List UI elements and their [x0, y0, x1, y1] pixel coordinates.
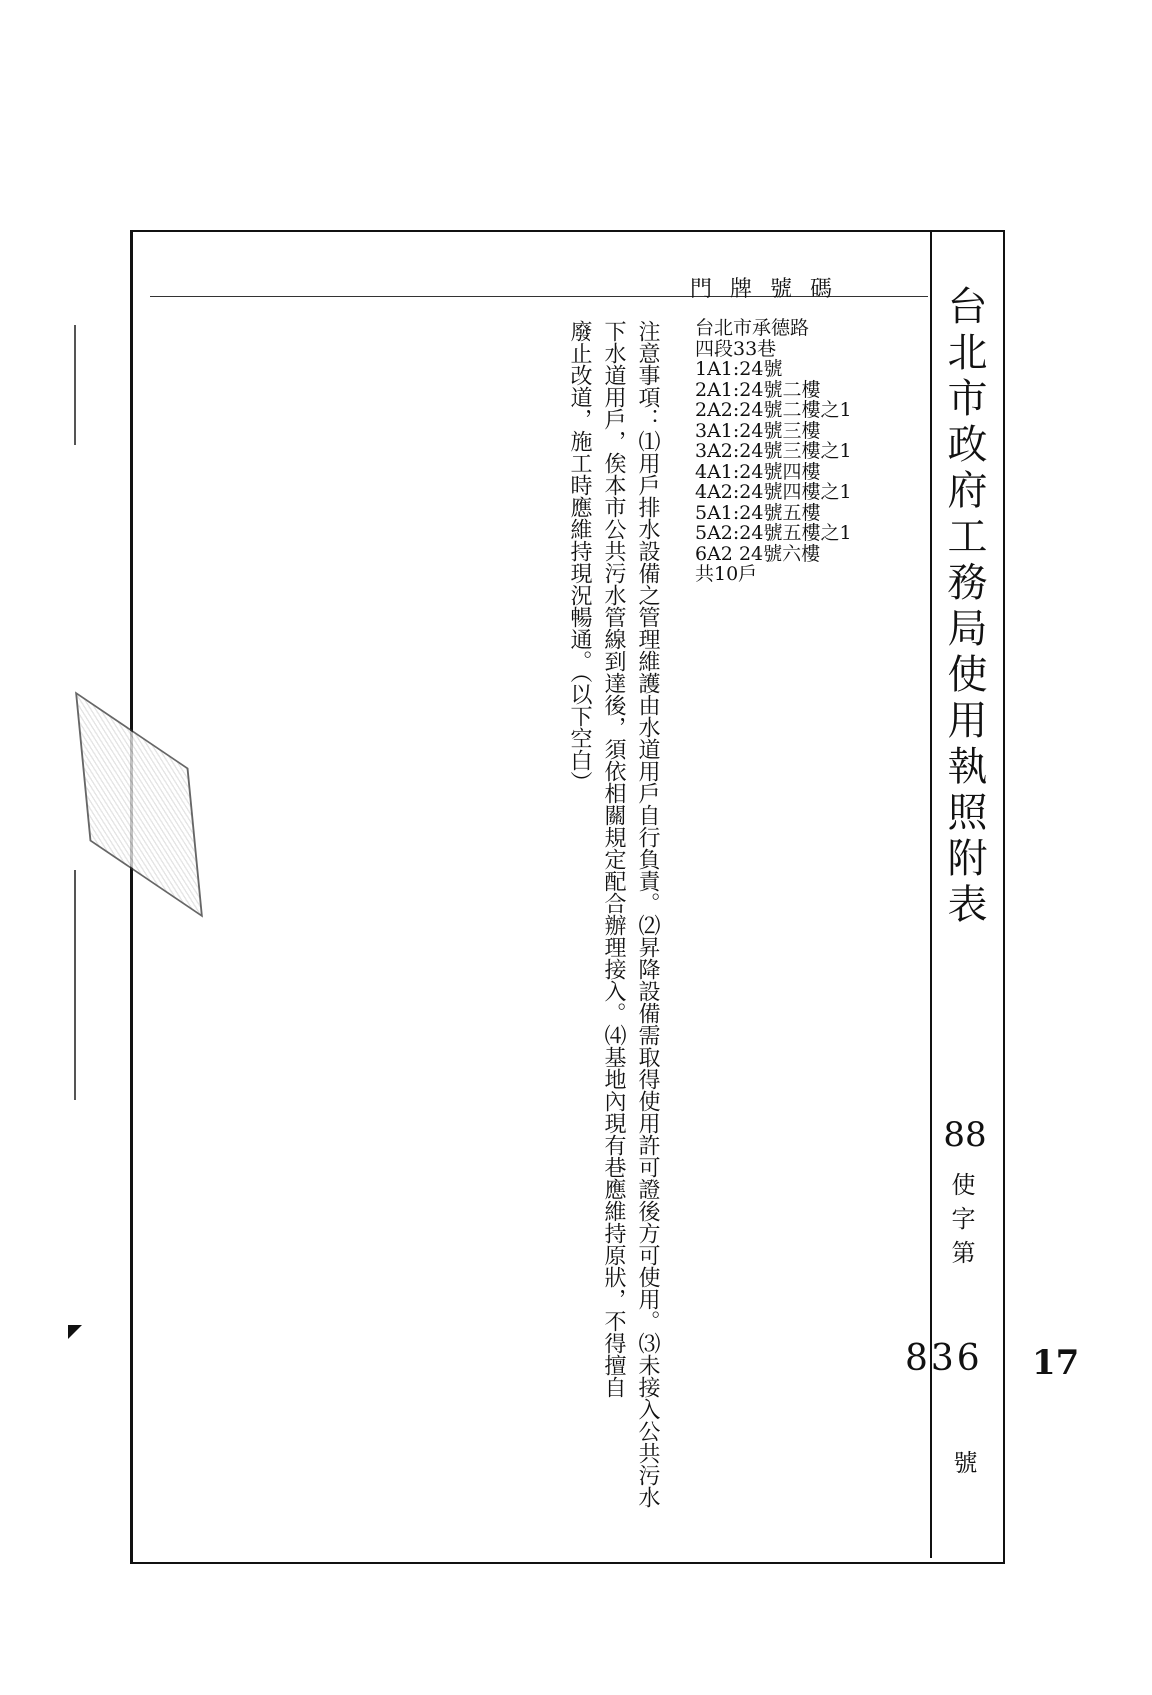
- address-line: 四段33巷: [695, 337, 777, 360]
- address-line: 台北市承德路: [695, 317, 810, 339]
- notes-line: 注意事項：⑴用戶排水設備之管理維護由水道用戶自行負責。⑵昇降設備需取得使用許可證後方可使用。⑶未接入公共污水: [635, 320, 660, 1508]
- address-line: 共10戶: [695, 563, 758, 585]
- address-line: 5A1:24號五樓: [695, 501, 821, 524]
- address-line: 1A1:24號: [695, 358, 783, 380]
- margin-mark: [68, 1325, 82, 1339]
- document-title: 台北市政府工務局使用執照附表: [941, 285, 987, 929]
- notes-line: 下水道用戶，俟本市公共污水管線到達後，須依相關規定配合辦理接入。⑷基地內現有巷應維持原狀，不得擅自: [601, 320, 626, 1398]
- address-line: 3A1:24號三樓: [695, 419, 821, 442]
- notes-line: 廢止改道，施工時應維持現況暢通。（以下空白）: [567, 320, 592, 793]
- binding-edge-line: [74, 325, 76, 445]
- address-line: 4A2:24號四樓之1: [695, 481, 852, 503]
- address-line: 6A2 24號六樓: [695, 542, 821, 565]
- address-line: 2A2:24號二樓之1: [695, 399, 852, 421]
- address-line: 4A1:24號四樓: [695, 460, 821, 483]
- notes-block: [562, 320, 664, 1508]
- page-side-number: 17: [1032, 1343, 1080, 1383]
- address-list: [695, 318, 852, 585]
- license-prefix: 使字第: [947, 1172, 975, 1274]
- license-suffix: 號: [949, 1450, 977, 1474]
- license-year: 88: [943, 1115, 987, 1155]
- address-line: 3A2:24號三樓之1: [695, 440, 852, 462]
- address-line: 5A2:24號五樓之1: [695, 522, 852, 544]
- header-label: 門牌號碼: [690, 277, 851, 302]
- binding-edge-line: [74, 870, 76, 1100]
- license-number: 836: [905, 1338, 983, 1379]
- address-line: 2A1:24號二樓: [695, 378, 821, 401]
